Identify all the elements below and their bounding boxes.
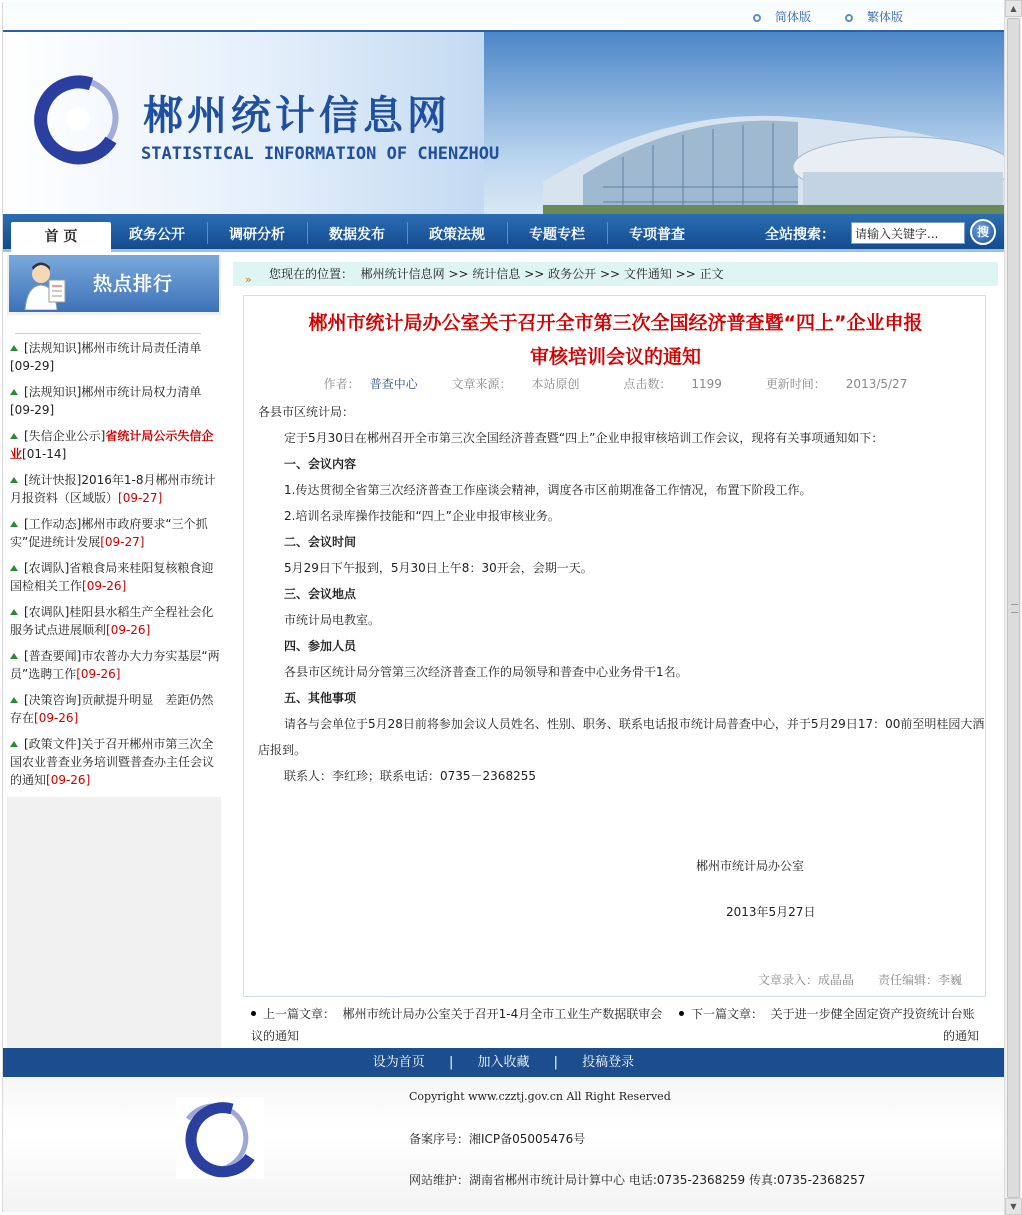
hot-ranking-title: 热点排行: [93, 273, 174, 295]
scroll-up-icon[interactable]: ▲: [1005, 0, 1022, 17]
list-item-date: [01-14]: [22, 447, 67, 461]
section-heading: 四、参加人员: [284, 639, 357, 653]
list-item-date: [09-26]: [46, 773, 91, 787]
vertical-scrollbar[interactable]: [1004, 0, 1021, 1215]
paragraph: 2.培训名录库操作技能和“四上”企业申报审核业务。: [284, 509, 560, 523]
arrow-up-icon: [10, 389, 18, 395]
list-item-date: [09-26]: [106, 623, 151, 637]
list-item[interactable]: [10, 647, 220, 683]
list-item-date: [09-29]: [10, 403, 55, 417]
paragraph: 1.传达贯彻全省第三次经济普查工作座谈会精神，调度各市区前期准备工作情况，布置下阶段工作。: [284, 483, 812, 497]
nav-data[interactable]: 数据发布: [329, 227, 385, 243]
paragraph: 各县市区统计局分管第三次经济普查工作的局领导和普查中心业务骨干1名。: [284, 665, 688, 679]
site-banner: [3, 30, 1004, 214]
footer-links: [3, 1048, 1004, 1077]
list-item[interactable]: [10, 691, 220, 727]
section-heading: 五、其他事项: [284, 691, 357, 705]
prev-link-cont[interactable]: 议的通知: [251, 1029, 300, 1043]
bullet-icon: [679, 1011, 684, 1016]
scroll-thumb[interactable]: [1007, 18, 1020, 1198]
next-link[interactable]: 关于进一步健全固定资产投资统计台账: [770, 1007, 975, 1021]
paragraph: 市统计局电教室。: [284, 613, 381, 627]
list-item-date: [09-26]: [76, 667, 121, 681]
list-item-text[interactable]: [工作动态]郴州市政府要求“三个抓实”促进统计发展: [10, 517, 208, 549]
clicks-value: 1199: [691, 377, 722, 391]
prev-label: 上一篇文章：: [263, 1007, 336, 1021]
arrow-up-icon: [10, 521, 18, 527]
prev-article[interactable]: [251, 1003, 662, 1047]
list-item[interactable]: [10, 515, 220, 551]
footer-separator: |: [553, 1055, 559, 1070]
simplified-link[interactable]: [753, 8, 811, 25]
list-item-date: [09-26]: [82, 579, 127, 593]
salutation: 各县市区统计局：: [258, 405, 355, 419]
building-image: [543, 87, 1004, 214]
paragraph: 5月29日下午报到，5月30日上午8：30开会，会期一天。: [284, 561, 593, 575]
arrow-up-icon: [10, 609, 18, 615]
breadcrumb: [233, 262, 998, 286]
list-item-date: [09-27]: [100, 535, 145, 549]
list-divider: [15, 333, 201, 334]
traditional-link[interactable]: [845, 8, 903, 25]
add-favorite-link[interactable]: 加入收藏: [477, 1055, 530, 1070]
traditional-label[interactable]: 繁体版: [867, 10, 904, 24]
list-item[interactable]: [10, 559, 220, 595]
article-title-line: 郴州市统计局办公室关于召开全市第三次全国经济普查暨“四上”企业申报: [308, 312, 923, 334]
author-value[interactable]: 普查中心: [369, 377, 418, 391]
list-item-date: [09-27]: [118, 491, 163, 505]
list-item-text[interactable]: [法规知识]郴州市统计局权力清单: [24, 385, 202, 399]
person-icon: [19, 258, 71, 310]
section-heading: 三、会议地点: [284, 587, 357, 601]
list-item[interactable]: [10, 339, 220, 375]
search-button[interactable]: 搜: [970, 219, 996, 245]
simplified-label[interactable]: 简体版: [775, 10, 812, 24]
list-item-text[interactable]: [政策文件]关于召开郴州市第三次全国农业普查业务培训暨普查办主任会议的通知: [10, 737, 215, 787]
entry-by: 文章录入：成晶晶: [758, 973, 855, 987]
copyright-text: Copyright www.czztj.gov.cn All Right Reserved: [409, 1090, 671, 1103]
contact-line: 联系人：李红珍；联系电话：0735－2368255: [284, 769, 536, 783]
editor-by: 责任编辑：李巍: [878, 973, 963, 987]
list-item[interactable]: [10, 471, 220, 507]
next-label: 下一篇文章：: [691, 1007, 764, 1021]
list-item-text[interactable]: [决策咨询]贡献提升明显 差距仍然存在: [10, 693, 214, 725]
updated-meta: [756, 377, 918, 391]
paragraph: 请各与会单位于5月28日前将参加会议人员姓名、性别、职务、联系电话报市统计局普查中心，并于5月29日17：00前至明桂园大酒: [284, 717, 985, 731]
updated-label: 更新时间：: [765, 377, 826, 391]
submit-login-link[interactable]: 投稿登录: [582, 1055, 635, 1070]
bullet-icon: [753, 14, 761, 22]
article-title: [244, 306, 987, 374]
nav-topics[interactable]: 专题专栏: [529, 227, 585, 243]
list-item-date: [09-26]: [34, 711, 79, 725]
prev-link[interactable]: 郴州市统计局办公室关于召开1-4月全市工业生产数据联审会: [342, 1007, 663, 1021]
list-item-text[interactable]: [农调队]桂阳县水稻生产全程社会化服务试点进展顺利: [10, 605, 214, 637]
sidebar: [7, 255, 221, 1048]
source-value: 本站原创: [531, 377, 580, 391]
hot-ranking-header: [9, 255, 219, 312]
list-item[interactable]: [10, 383, 220, 419]
footer-logo-icon: [176, 1097, 264, 1179]
bullet-icon: [845, 14, 853, 22]
list-item-text[interactable]: [农调队]省粮食局来桂阳复核粮食迎国检相关工作: [10, 561, 214, 593]
signature-org: 郴州市统计局办公室: [696, 859, 805, 873]
intro-paragraph: 定于5月30日在郴州召开全市第三次全国经济普查暨“四上”企业申报审核培训工作会议，现将有关事项通知如下：: [284, 431, 884, 445]
section-heading: 二、会议时间: [284, 535, 357, 549]
search-label: 全站搜索：: [765, 227, 835, 243]
arrow-up-icon: [10, 741, 18, 747]
arrow-up-icon: [10, 653, 18, 659]
arrow-up-icon: [10, 565, 18, 571]
list-item[interactable]: [10, 603, 220, 639]
signature-date: 2013年5月27日: [726, 905, 816, 919]
nav-census[interactable]: 专项普查: [629, 227, 685, 243]
nav-home[interactable]: 首 页: [11, 222, 111, 252]
breadcrumb-prefix: 您现在的位置：: [269, 267, 354, 281]
search-input[interactable]: [851, 222, 965, 244]
grip-icon: [1011, 604, 1018, 613]
nav-research[interactable]: 调研分析: [229, 227, 285, 243]
list-item-highlight[interactable]: 省统计局公示失信企业: [10, 429, 214, 461]
main-content: [231, 255, 1006, 1048]
hot-ranking-list: [7, 315, 221, 797]
site-footer: [3, 1077, 1004, 1212]
site-title-cn: 郴州统计信息网: [143, 93, 451, 139]
list-item-date: [09-29]: [10, 359, 55, 373]
article-meta: [244, 375, 987, 392]
clicks-label: 点击数：: [623, 377, 672, 391]
list-item-text[interactable]: [普查要闻]市农普办大力夯实基层“两员”选聘工作: [10, 649, 220, 681]
paragraph: 店报到。: [258, 743, 307, 757]
site-title-en: STATISTICAL INFORMATION OF CHENZHOU: [141, 144, 500, 164]
nav-government[interactable]: 政务公开: [129, 227, 185, 243]
footer-separator: |: [448, 1055, 454, 1070]
list-item-text[interactable]: [统计快报]2016年1-8月郴州市统计月报资料（区域版）: [10, 473, 216, 505]
arrow-up-icon: [10, 345, 18, 351]
arrow-up-icon: [10, 477, 18, 483]
source-meta: [442, 377, 590, 391]
article-title-line: 审核培训会议的通知: [529, 346, 701, 368]
author-label: 作者：: [323, 377, 360, 391]
updated-value: 2013/5/27: [845, 377, 908, 391]
article: [243, 295, 986, 997]
clicks-meta: [613, 377, 732, 391]
main-nav: [3, 214, 1004, 252]
next-link-cont[interactable]: 的通知: [942, 1029, 979, 1043]
author-meta: [314, 377, 418, 391]
maintenance-text: 网站维护：湖南省郴州市统计局计算中心 电话:0735-2368259 传真:0735-2368257: [409, 1173, 866, 1187]
list-item-text[interactable]: [法规知识]郴州市统计局责任清单: [24, 341, 202, 355]
top-bar: [3, 2, 1004, 30]
double-arrow-icon: »: [245, 273, 252, 286]
bullet-icon: [251, 1011, 256, 1016]
section-heading: 一、会议内容: [284, 457, 357, 471]
breadcrumb-text: [269, 262, 724, 286]
icp-text: 备案序号：湘ICP备05005476号: [409, 1132, 586, 1146]
arrow-up-icon: [10, 433, 18, 439]
set-home-link[interactable]: 设为首页: [372, 1055, 425, 1070]
scroll-down-icon[interactable]: ▼: [1005, 1198, 1022, 1215]
list-item[interactable]: [10, 427, 220, 463]
arrow-up-icon: [10, 697, 18, 703]
list-item[interactable]: [10, 735, 220, 789]
page-frame: [2, 2, 1003, 1212]
list-item-text[interactable]: [失信企业公示]: [24, 429, 106, 443]
nav-policy[interactable]: 政策法规: [429, 227, 485, 243]
source-label: 文章来源：: [451, 377, 512, 391]
site-logo-icon: [31, 72, 126, 167]
next-article[interactable]: [679, 1003, 979, 1047]
breadcrumb-path[interactable]: 郴州统计信息网 >> 统计信息 >> 政务公开 >> 文件通知 >> 正文: [360, 267, 724, 281]
